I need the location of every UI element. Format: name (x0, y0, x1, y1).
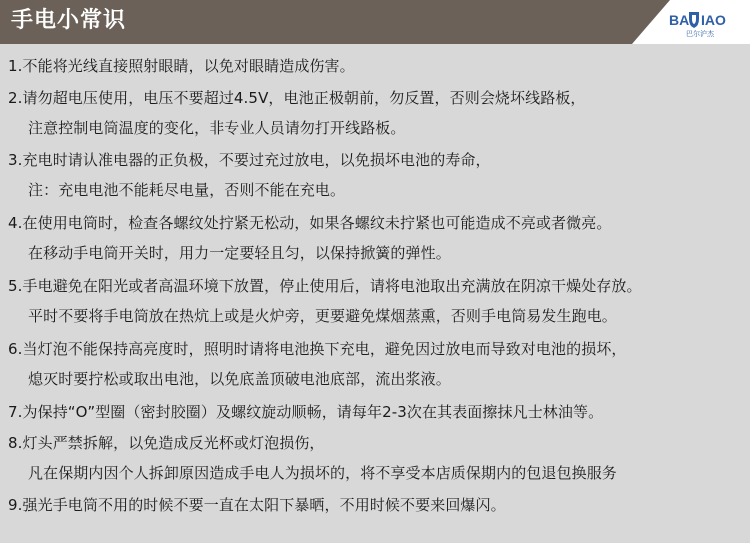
tips-list (8, 44, 742, 543)
tip-line-sub: 在移动手电筒开关时，用力一定要轻且匀，以保持掀簧的弹性。 (28, 244, 451, 262)
tip-line-sub: 注：充电电池不能耗尽电量，否则不能在充电。 (28, 181, 346, 199)
tip-line: 5.手电避免在阳光或者高温环境下放置，停止使用后，请将电池取出充满放在阴凉干燥处存放。 (8, 277, 642, 295)
logo-subtext: 巴尔沪杰 (686, 30, 714, 38)
tip-line-sub: 熄灭时要拧松或取出电池，以免底盖顶破电池底部，流出浆液。 (28, 370, 451, 388)
tip-line: 1.不能将光线直接照射眼睛，以免对眼睛造成伤害。 (8, 57, 355, 75)
page-title: 手电小常识 (11, 8, 127, 33)
tip-line-sub: 凡在保期内因个人拆卸原因造成手电人为损坏的，将不享受本店质保期内的包退包换服务 (28, 464, 617, 482)
logo-panel (632, 0, 750, 44)
header-bar (0, 0, 750, 44)
tip-line: 2.请勿超电压使用，电压不要超过4.5V，电池正极朝前，勿反置，否则会烧坏线路板， (8, 89, 586, 107)
tip-line: 3.充电时请认准电器的正负极，不要过充过放电，以免损坏电池的寿命， (8, 151, 491, 169)
tip-line: 9.强光手电筒不用的时候不要一直在太阳下暴晒，不用时候不要来回爆闪。 (8, 496, 506, 514)
tip-line-sub: 注意控制电筒温度的变化，非专业人员请勿打开线路板。 (28, 119, 406, 137)
brand-logo-icon (668, 5, 742, 39)
tip-line: 4.在使用电筒时，检查各螺纹处拧紧无松动，如果各螺纹未拧紧也可能造成不亮或者微亮。 (8, 214, 612, 232)
tip-line: 8.灯头严禁拆解，以免造成反光杯或灯泡损伤， (8, 434, 325, 452)
tip-line-sub: 平时不要将手电筒放在热炕上或是火炉旁，更要避免煤烟蒸熏，否则手电筒易发生跑电。 (28, 307, 617, 325)
tip-line: 6.当灯泡不能保持高亮度时，照明时请将电池换下充电，避免因过放电而导致对电池的损坏， (8, 340, 627, 358)
logo-text-right: IAO (701, 12, 726, 28)
tip-line: 7.为保持“O”型圈（密封胶圈）及螺纹旋动顺畅，请每年2-3次在其表面擦抹凡士林油等。 (8, 403, 604, 421)
logo-text-left: BA (669, 12, 690, 28)
